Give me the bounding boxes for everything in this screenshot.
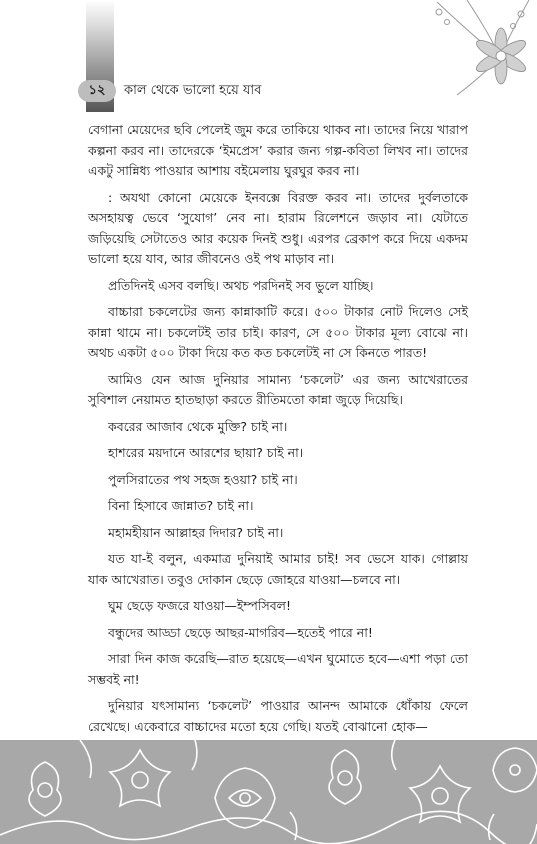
page-number: ১২ (78, 80, 116, 102)
list-item: বিনা হিসাবে জান্নাত? চাই না। (108, 498, 254, 513)
list-item: হাশরের ময়দানে আরশের ছায়া? চাই না। (108, 445, 304, 460)
running-head: কাল থেকে ভালো হয়ে যাব (124, 82, 262, 98)
paragraph: বন্ধুদের আড্ডা ছেড়ে আছর-মাগরিব—হতেই পারে না! (108, 624, 373, 640)
paragraph: ঘুম ছেড়ে ফজরে যাওয়া—ইম্পসিবল! (108, 598, 292, 613)
paragraph: যত যা-ই বলুন, একমাত্র দুনিয়াই আমার চাই! সব ভেসে যাক। গোল্লায় যাক আখেরাত। তবুও দোকান ছেড়ে জোহরে যাওয়া—চলবে না। (88, 551, 468, 587)
paragraph: বেগানা মেয়েদের ছবি পেলেই জুম করে তাকিয়ে থাকব না। তাদের নিয়ে খারাপ কল্পনা করব না। তাদেরকে ‘ইমপ্রেস’ করার জন্য গল্প-কবিতা লিখব না। তাদের একটু সান্নিধ্য পাওয়ার আশায় বইমেলায় ঘুরঘুর করব না। (88, 122, 468, 178)
paragraph: : অযথা কোনো মেয়েকে ইনবক্সে বিরক্ত করব না। তাদের দুর্বলতাকে অসহায়ত্ব ভেবে ‘সুযোগ’ নেব না। হারাম রিলেশনে জড়াব না। যেটাতে জড়িয়েছি সেটাতেও আর কয়েক দিনই শুধু। এরপর ব্রেকাপ করে দিয়ে একদম ভালো হয়ে যাব, আর জীবনেও ওই পথ মাড়াব না। (88, 189, 468, 266)
list-item: কবরের আজাব থেকে মুক্তি? চাই না। (108, 418, 288, 434)
list-item: পুলসিরাতের পথ সহজ হওয়া? চাই না। (108, 471, 298, 487)
paragraph: বাচ্চারা চকলেটের জন্য কান্নাকাটি করে। ৫০০ টাকার নোট দিলেও সেই কান্না থামে না। চকলেটই তার চাই। কারণ, সে ৫০০ টাকার মূল্য বোঝে না। অথচ একটা ৫০০ টাকা দিয়ে কত কত চকলেটই না সে কিনতে পারত! (88, 304, 468, 360)
page-body (88, 120, 468, 743)
page-header (78, 80, 261, 102)
footer-floral-pattern-icon (0, 740, 537, 844)
paragraph: সারা দিন কাজ করেছি—রাত হয়েছে—এখন ঘুমোতে হবে—এশা পড়া তো সম্ভবই না! (88, 651, 468, 687)
paragraph: দুনিয়ার যৎসামান্য ‘চকলেট’ পাওয়ার আনন্দ আমাকে ধোঁকায় ফেলে রেখেছে। একেবারে বাচ্চাদের মতো হয়ে গেছি। যতই বোঝানো হোক— (88, 698, 468, 734)
corner-flower-ornament-icon (417, 0, 537, 100)
paragraph: প্রতিদিনই এসব বলছি। অথচ পরদিনই সব ভুলে যাচ্ছি। (108, 277, 374, 293)
list-item: মহামহীয়ান আল্লাহর দিদার? চাই না। (108, 524, 284, 540)
paragraph: আমিও যেন আজ দুনিয়ার সামান্য ‘চকলেট’ এর জন্য আখেরাতের সুবিশাল নেয়ামত হাতছাড়া করতে রীতিমতো কান্না জুড়ে দিয়েছি। (88, 371, 468, 407)
